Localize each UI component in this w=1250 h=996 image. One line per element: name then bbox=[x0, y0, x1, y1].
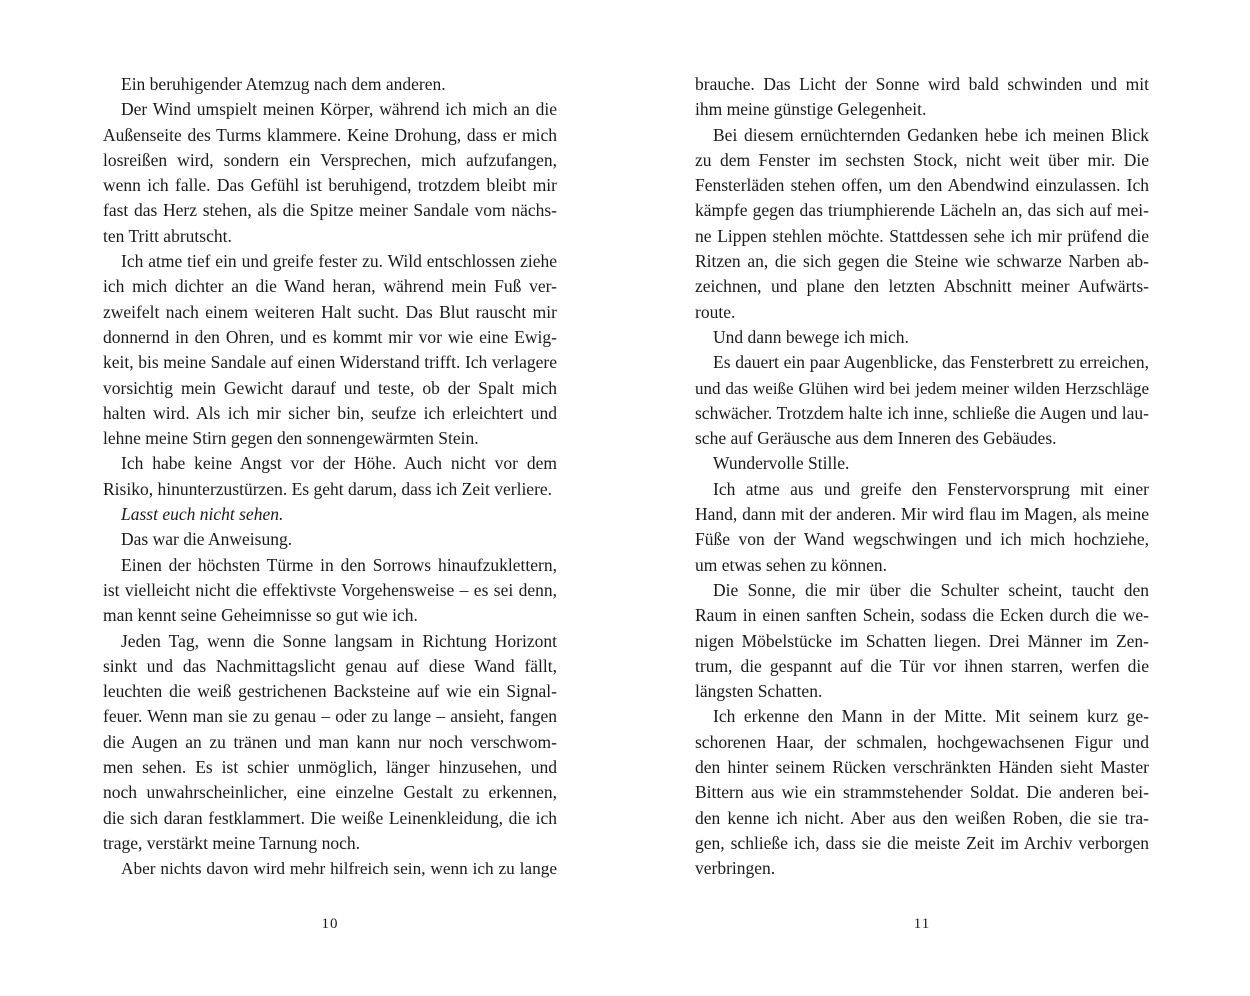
text-line: den kenne ich nicht. Aber aus den weißen Roben, die sie tra- bbox=[695, 807, 1149, 828]
text-line: Das war die Anweisung. bbox=[121, 529, 293, 550]
text-line: sinkt und das Nachmittagslicht genau auf diese Wand fällt, bbox=[103, 655, 557, 676]
text-line: vorsichtig mein Gewicht darauf und teste, ob der Spalt mich bbox=[103, 377, 557, 398]
text-line: zeichnen, und plane den letzten Abschnitt meiner Aufwärts- bbox=[695, 276, 1149, 297]
text-line: trum, die gespannt auf die Tür vor ihnen starren, werfen die bbox=[695, 655, 1149, 676]
text-line: feuer. Wenn man sie zu genau – oder zu lange – ansieht, fangen bbox=[103, 706, 557, 727]
left-page-number: 10 bbox=[321, 916, 339, 932]
text-line: verbringen. bbox=[695, 858, 776, 879]
text-line: leuchten die weiß gestrichenen Backsteine auf wie ein Signal- bbox=[103, 681, 557, 702]
text-line: Die Sonne, die mir über die Schulter scheint, taucht den bbox=[713, 579, 1149, 600]
text-line: Ritzen an, die sich gegen die Steine wie schwarze Narben ab- bbox=[695, 251, 1149, 272]
text-line: man kennt seine Geheimnisse so gut wie ich. bbox=[103, 605, 418, 626]
text-line: noch unwahrscheinlicher, eine einzelne Gestalt zu erkennen, bbox=[103, 782, 557, 803]
text-line: zweifelt nach einem weiteren Halt sucht. Das Blut rauscht mir bbox=[103, 301, 557, 322]
text-line: Bei diesem ernüchternden Gedanken hebe ich meinen Blick bbox=[713, 124, 1149, 145]
text-line: Ich erkenne den Mann in der Mitte. Mit seinem kurz ge- bbox=[713, 706, 1149, 727]
text-line: Ich atme aus und greife den Fenstervorsprung mit einer bbox=[713, 478, 1149, 499]
right-page-text bbox=[695, 72, 1149, 882]
text-line: Aber nichts davon wird mehr hilfreich sein, wenn ich zu lange bbox=[121, 859, 557, 879]
text-line: Hand, dann mit der anderen. Mir wird flau im Magen, als meine bbox=[695, 504, 1149, 525]
text-line: sche auf Geräusche aus dem Inneren des Gebäudes. bbox=[695, 428, 1057, 449]
text-line: losreißen wird, sondern ein Versprechen, mich aufzufangen, bbox=[103, 149, 557, 170]
text-line: Füße von der Wand wegschwingen und ich mich hochziehe, bbox=[695, 529, 1149, 550]
text-line: zu dem Fenster im sechsten Stock, nicht weit über mir. Die bbox=[695, 149, 1149, 170]
text-line: Lasst euch nicht sehen. bbox=[121, 504, 284, 525]
right-page-number: 11 bbox=[913, 916, 931, 932]
text-line: route. bbox=[695, 301, 736, 322]
text-line: ist vielleicht nicht die effektivste Vorgehensweise – es sei denn, bbox=[103, 579, 557, 600]
text-line: Einen der höchsten Türme in den Sorrows hinaufzuklettern, bbox=[121, 554, 557, 575]
text-line: lehne meine Stirn gegen den sonnengewärmten Stein. bbox=[103, 428, 479, 449]
text-line: den hinter seinem Rücken verschränkten Händen sieht Master bbox=[695, 757, 1149, 778]
text-line: Ich habe keine Angst vor der Höhe. Auch nicht vor dem bbox=[121, 453, 557, 474]
text-line: Bittern aus wie ein strammstehender Soldat. Die anderen bei- bbox=[695, 782, 1149, 803]
text-line: ten Tritt abrutscht. bbox=[103, 225, 232, 246]
text-line: brauche. Das Licht der Sonne wird bald schwinden und mit bbox=[695, 74, 1149, 94]
text-line: nigen Möbelstücke im Schatten liegen. Drei Männer im Zen- bbox=[695, 630, 1149, 651]
text-line: ihm meine günstige Gelegenheit. bbox=[695, 99, 927, 120]
text-line: gen, schließe ich, dass sie die meiste Zeit im Archiv verborgen bbox=[695, 832, 1149, 853]
text-line: längsten Schatten. bbox=[695, 681, 823, 702]
text-line: Fensterläden stehen offen, um den Abendwind einzulassen. Ich bbox=[695, 175, 1149, 196]
text-line: Es dauert ein paar Augenblicke, das Fensterbrett zu erreichen, bbox=[713, 352, 1149, 373]
text-line: donnernd in den Ohren, und es kommt mir vor wie eine Ewig- bbox=[103, 326, 557, 347]
text-line: ne Lippen stehlen möchte. Stattdessen sehe ich mir prüfend die bbox=[695, 225, 1149, 246]
text-line: Ich atme tief ein und greife fester zu. Wild entschlossen ziehe bbox=[121, 251, 557, 272]
text-line: trage, verstärkt meine Tarnung noch. bbox=[103, 832, 360, 853]
text-line: Jeden Tag, wenn die Sonne langsam in Richtung Horizont bbox=[121, 630, 557, 651]
text-line: kämpfe gegen das triumphierende Lächeln an, das sich auf mei- bbox=[695, 200, 1149, 221]
right-page bbox=[695, 72, 1149, 882]
text-line: und das weiße Glühen wird bei jedem meiner wilden Herzschläge bbox=[695, 378, 1149, 398]
text-line: die sich daran festklammert. Die weiße Leinenkleidung, die ich bbox=[103, 807, 557, 828]
text-line: Ein beruhigender Atemzug nach dem anderen. bbox=[121, 74, 446, 94]
text-line: Und dann bewege ich mich. bbox=[713, 326, 909, 347]
text-line: halten wird. Als ich mir sicher bin, seufze ich erleichtert und bbox=[103, 402, 557, 423]
text-line: fast das Herz stehen, als die Spitze meiner Sandale vom nächs- bbox=[103, 200, 557, 221]
text-line: ich mich dichter an die Wand heran, während mein Fuß ver- bbox=[103, 276, 557, 297]
text-line: die Augen an zu tränen und man kann nur noch verschwom- bbox=[103, 731, 557, 752]
text-line: wenn ich falle. Das Gefühl ist beruhigend, trotzdem bleibt mir bbox=[103, 175, 557, 196]
left-page-text bbox=[103, 72, 557, 882]
text-line: schwächer. Trotzdem halte ich inne, schließe die Augen und lau- bbox=[695, 402, 1149, 423]
text-line: keit, bis meine Sandale auf einen Widerstand trifft. Ich verlagere bbox=[103, 352, 557, 373]
text-line: men sehen. Es ist schier unmöglich, länger hinzusehen, und bbox=[103, 757, 557, 778]
text-line: Außenseite des Turms klammere. Keine Drohung, dass er mich bbox=[103, 124, 557, 145]
text-line: Risiko, hinunterzustürzen. Es geht darum, dass ich Zeit verliere. bbox=[103, 478, 553, 499]
text-line: um etwas sehen zu können. bbox=[695, 554, 887, 575]
left-page bbox=[103, 72, 557, 882]
text-line: Wundervolle Stille. bbox=[713, 453, 850, 474]
text-line: schorenen Haar, der schmalen, hochgewachsenen Figur und bbox=[695, 731, 1149, 752]
text-line: Raum in einen sanften Schein, sodass die Ecken durch die we- bbox=[695, 605, 1149, 626]
text-line: Der Wind umspielt meinen Körper, während ich mich an die bbox=[121, 99, 557, 120]
